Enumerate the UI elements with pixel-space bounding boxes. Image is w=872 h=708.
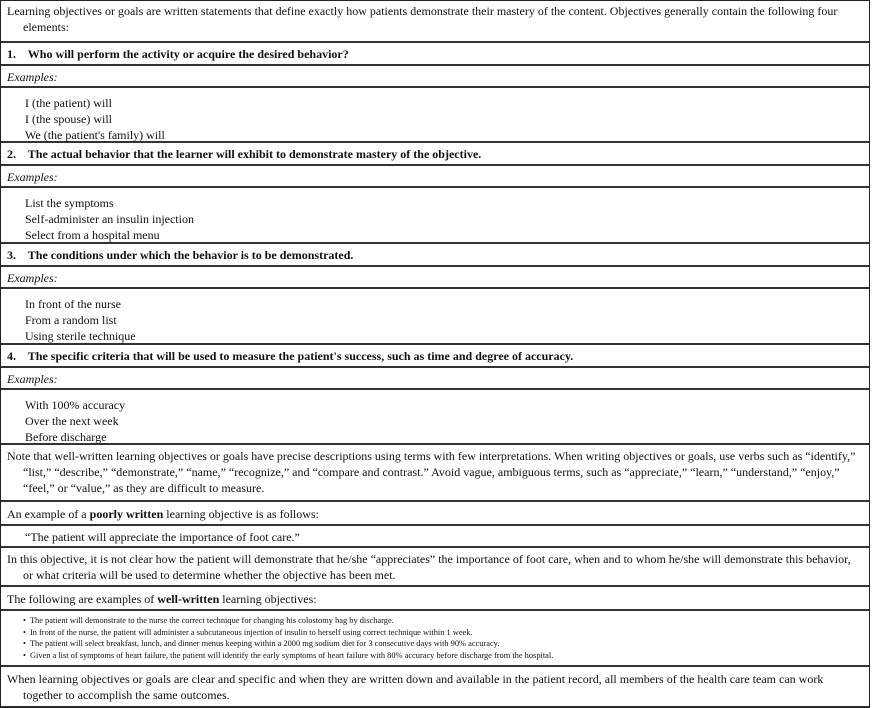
examples-list-1	[1, 88, 869, 143]
poor-example-prefix: An example of a	[7, 507, 90, 521]
poor-example-intro	[1, 502, 869, 526]
good-examples-prefix: The following are examples of	[7, 592, 158, 606]
examples-label: Examples:	[1, 166, 869, 188]
good-examples-emphasis: well-written	[157, 592, 220, 606]
good-example-item: • In front of the nurse, the patient will administer a subcutaneous injection of insulin to herself using correct technique within 1 week.	[23, 627, 863, 639]
example-item: I (the patient) will	[25, 96, 112, 110]
example-item: I (the spouse) will	[25, 112, 112, 126]
good-example-item: • The patient will demonstrate to the nurse the correct technique for changing his colostomy bag by discharge.	[23, 615, 863, 627]
example-item: From a random list	[25, 313, 117, 327]
example-item: List the symptoms	[25, 196, 114, 210]
intro-paragraph: Learning objectives or goals are written statements that define exactly how patients demonstrate their mastery of the content. Objectives generally contain the following four elements:	[1, 1, 869, 43]
examples-label: Examples:	[1, 66, 869, 88]
element-heading-text: Who will perform the activity or acquire the desired behavior?	[27, 47, 349, 61]
example-item: With 100% accuracy	[25, 398, 126, 412]
examples-list-3	[1, 289, 869, 345]
example-item: Before discharge	[25, 430, 107, 444]
element-heading-3	[1, 244, 869, 267]
element-number: 2.	[7, 147, 16, 161]
element-heading-4	[1, 345, 869, 368]
element-heading-text: The actual behavior that the learner will exhibit to demonstrate mastery of the objective.	[27, 147, 482, 161]
examples-list-4	[1, 390, 869, 445]
good-examples-suffix: learning objectives:	[219, 592, 317, 606]
example-item: We (the patient's family) will	[25, 128, 165, 142]
good-examples-list	[1, 611, 869, 667]
element-number: 1.	[7, 47, 16, 61]
element-heading-text: The specific criteria that will be used to measure the patient's success, such as time and degree of accuracy.	[27, 349, 574, 363]
example-item: Over the next week	[25, 414, 119, 428]
note-paragraph: Note that well-written learning objectives or goals have precise descriptions using terms with few interpretations. When writing objectives or goals, use verbs such as “identify,” “list,” “describe,” “demonstrate,” “name,” “recognize,” and “compare and contrast.” Avoid vague, ambiguous terms, such as “appreciate,” “learn,” “understand,” “enjoy,” “feel,” or “value,” as they are difficult to measure.	[1, 445, 869, 502]
element-heading-text: The conditions under which the behavior is to be demonstrated.	[27, 248, 354, 262]
poor-example-emphasis: poorly written	[89, 507, 164, 521]
element-heading-2	[1, 143, 869, 166]
example-item: Using sterile technique	[25, 329, 136, 343]
good-example-item: • The patient will select breakfast, lunch, and dinner menus keeping within a 2000 mg sodium diet for 3 consecutive days with 90% accuracy.	[23, 638, 863, 650]
examples-list-2	[1, 188, 869, 244]
good-examples-intro	[1, 587, 869, 611]
poor-example-suffix: learning objective is as follows:	[163, 507, 319, 521]
examples-label: Examples:	[1, 267, 869, 289]
example-item: Select from a hospital menu	[25, 228, 160, 242]
element-number: 3.	[7, 248, 16, 262]
examples-label: Examples:	[1, 368, 869, 390]
conclusion-paragraph: When learning objectives or goals are clear and specific and when they are written down and available in the patient record, all members of the health care team can work together to accomplish the same outcomes.	[1, 667, 869, 707]
poor-example-explanation: In this objective, it is not clear how the patient will demonstrate that he/she “appreciates” the importance of foot care, when and to whom he/she will demonstrate this behavior, or what criteria will be used to determine whether the objective has been met.	[1, 548, 869, 587]
good-example-item: • Given a list of symptoms of heart failure, the patient will identify the early symptoms of heart failure with 80% accuracy before discharge from the hospital.	[23, 650, 863, 662]
example-item: Self-administer an insulin injection	[25, 212, 194, 226]
element-heading-1	[1, 43, 869, 66]
element-number: 4.	[7, 349, 16, 363]
example-item: In front of the nurse	[25, 297, 121, 311]
poor-example-quote: “The patient will appreciate the importance of foot care.”	[1, 526, 869, 548]
